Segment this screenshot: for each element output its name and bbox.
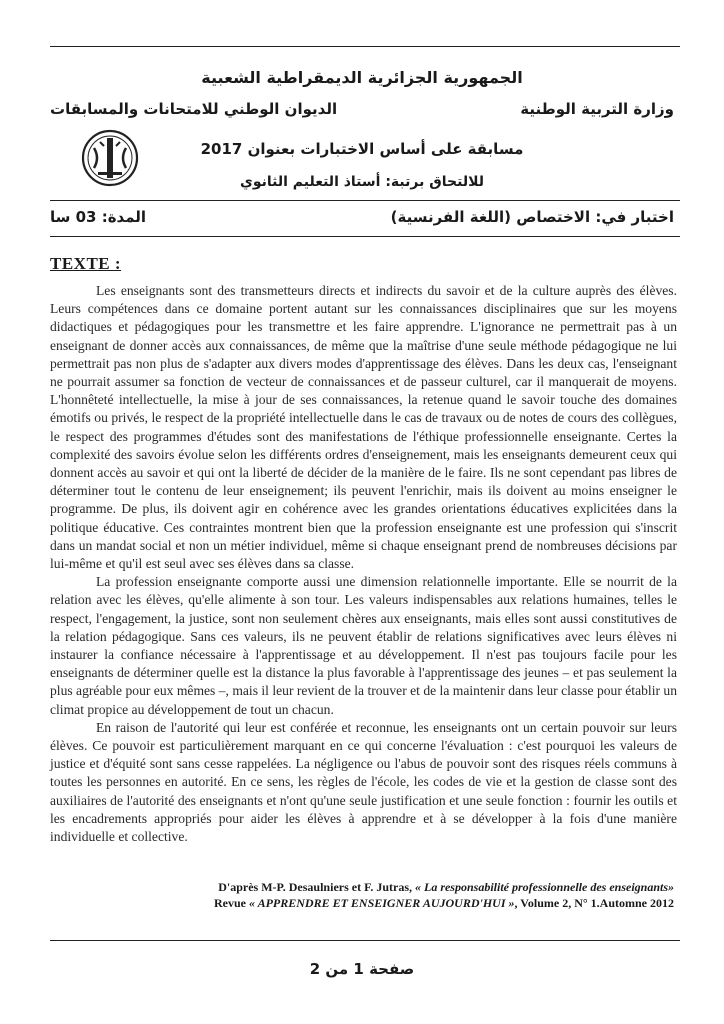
source-revue-title: « APPRENDRE ET ENSEIGNER AUJOURD'HUI » xyxy=(249,896,515,910)
rank-line: للالتحاق برتبة: أستاذ التعليم الثانوي xyxy=(240,174,484,190)
exam-label: اختبار في: الاختصاص (اللغة الفرنسية) xyxy=(390,208,674,226)
source-author: D'après M-P. Desaulniers et F. Jutras, xyxy=(218,880,415,894)
top-rule xyxy=(50,46,680,47)
page-number: صفحة 1 من 2 xyxy=(309,960,415,978)
header-rule-bottom xyxy=(50,236,680,237)
paragraph-3: En raison de l'autorité qui leur est conférée et reconnue, les enseignants ont un certain pouvoir sur leurs élèves. Ce pouvoir est particulièrement marquant en ce qui concerne l'évaluation : c'est pourquoi les valeurs de justice et d'équité sont sans cesse rappelées. La négligence ou l'abus de pouvoir sont des risques réels communs à toutes les personnes en autorité. En ce sens, les règles de l'école, les codes de vie et la gestion de classe sont des auxiliaires de l'autorité des enseignants et n'ont qu'une seule justification et une seule fonction : fournir les outils et les encadrements appropriés pour aider les élèves à apprendre et à se développer à la fois d'une manière individuelle et collective. xyxy=(50,719,677,845)
office-name: الديوان الوطني للامتحانات والمسابقات xyxy=(50,100,338,118)
source-revue-volume: , Volume 2, N° 1.Automne 2012 xyxy=(514,896,674,910)
source-article-title: « La responsabilité professionnelle des enseignants» xyxy=(414,880,674,894)
competition-title: مسابقة على أساس الاختبارات بعنوان 2017 xyxy=(200,140,524,158)
body-text xyxy=(50,282,677,846)
paragraph-2: La profession enseignante comporte aussi une dimension relationnelle importante. Elle se nourrit de la relation avec les élèves, qu'elle alimente à son tour. Les valeurs indispensables aux relations humaines, telles le respect, l'engagement, la justice, sont non seulement chères aux enseignants, mais elles sont aussi constitutives de la relation pédagogique. Sans ces valeurs, ils ne peuvent établir de relations significatives avec leurs élèves ni instaurer la confiance nécessaire à l'apprentissage et au développement. Il n'est pas toujours facile pour les enseignants de déterminer quelle est la distance la plus favorable à l'apprentissage des jeunes – et pas seulement la plus agréable pour eux mêmes –, mais il leur revient de la trouver et de la maintenir dans leur classe pour établir un climat propice au développement de tout un chacun. xyxy=(50,574,677,717)
source-revue-prefix: Revue xyxy=(214,896,250,910)
footer-rule xyxy=(50,940,680,941)
source-line-1 xyxy=(114,880,674,895)
republic-title: الجمهورية الجزائرية الديمقراطية الشعبية xyxy=(201,68,523,87)
header-rule-top xyxy=(50,200,680,201)
ministry-name: وزارة التربية الوطنية xyxy=(520,100,674,118)
duration: المدة: 03 سا xyxy=(50,208,147,226)
paragraph-1: Les enseignants sont des transmetteurs directs et indirects du savoir et de la culture auprès des élèves. Leurs compétences dans ce domaine portent autant sur les connaissances disciplinaires que sur les moyens didactiques et pédagogiques pour les transmettre et les faire apprendre. L'ignorance ne permettrait pas à un enseignant de donner accès aux connaissances, de même que la maîtrise d'une seule méthode pédagogique ne lui permettrait pas non plus de s'adapter aux divers modes d'apprentissage des élèves. Dans les deux cas, l'enseignant ne pourrait assumer sa fonction de vecteur de connaissances et de passeur culturel, car il manquerait de moyens. L'honnêteté intellectuelle, la mise à jour de ses connaissances, la retenue quand le savoir touche des domaines émotifs ou privés, le respect de la propriété intellectuelle dans le cas de travaux ou de notes de cours des collègues, le respect des programmes d'études sont des manifestations de l'éthique professionnelle enseignante. Certes la complexité des savoirs évolue selon les différents ordres d'enseignement, mais les enseignants demeurent ceux qui donnent accès au savoir et qui ont la liberté de décider de la manière de le faire. Ils ne sont cependant pas libres de déterminer tout le contenu de leur enseignement; ils peuvent l'enrichir, mais ils doivent au moins enseigner le programme. De plus, ils doivent agir en cohérence avec les grandes orientations éducatives explicitées dans la politique éducative. Ces contraintes montrent bien que la profession enseignante est une profession qui s'inscrit dans un mandat social et non un métier individuel, même si chaque enseignant prend de nombreuses décisions par lui-même et qu'il est seul avec ses élèves dans sa classe. xyxy=(50,283,677,572)
source-line-2 xyxy=(114,896,674,911)
text-heading: TEXTE : xyxy=(50,254,122,273)
